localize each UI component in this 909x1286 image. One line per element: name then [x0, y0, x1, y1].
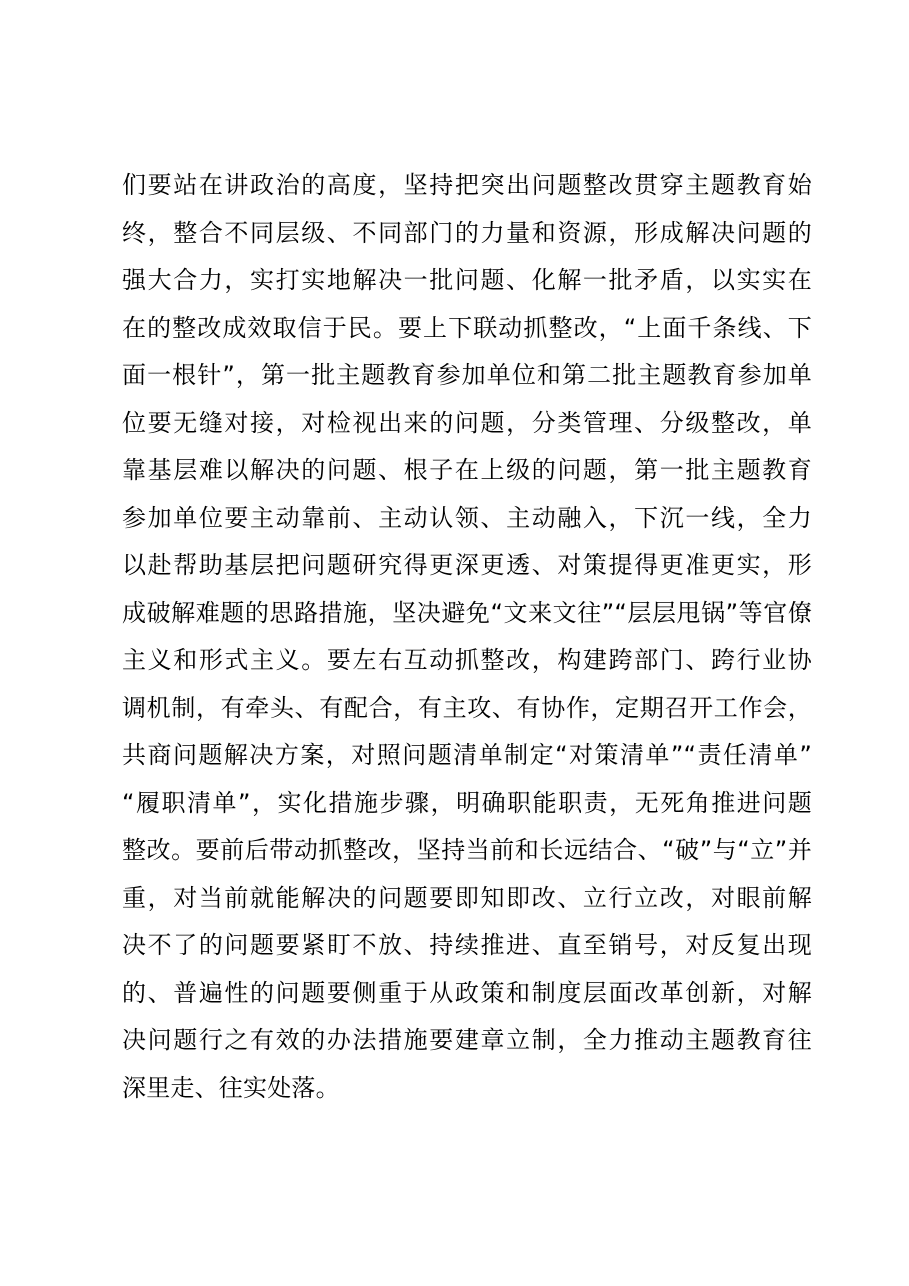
- text-line: 主义和形式主义。要左右互动抓整改，构建跨部门、跨行业协: [122, 646, 812, 674]
- text-line: 整改。要前后带动抓整改，坚持当前和长远结合、“破”与“立”并: [122, 836, 812, 864]
- text-line: 强大合力，实打实地解决一批问题、化解一批矛盾，以实实在: [122, 266, 812, 294]
- text-line: 以赴帮助基层把问题研究得更深更透、对策提得更准更实，形: [122, 551, 812, 579]
- body-paragraph: [122, 162, 812, 1112]
- text-line: 深里走、往实处落。: [122, 1073, 340, 1102]
- text-line: “履职清单”，实化措施步骤，明确职能职责，无死角推进问题: [122, 788, 812, 817]
- text-line: 位要无缝对接，对检视出来的问题，分类管理、分级整改，单: [122, 408, 812, 437]
- text-line: 共商问题解决方案，对照问题清单制定“对策清单”“责任清单”: [122, 741, 812, 769]
- text-line: 参加单位要主动靠前、主动认领、主动融入，下沉一线，全力: [122, 503, 812, 532]
- text-line: 重，对当前就能解决的问题要即知即改、立行立改，对眼前解: [122, 883, 812, 912]
- text-line: 们要站在讲政治的高度，坚持把突出问题整改贯穿主题教育始: [122, 171, 812, 199]
- text-line: 调机制，有牵头、有配合，有主攻、有协作，定期召开工作会，: [122, 693, 812, 722]
- text-line: 面一根针”，第一批主题教育参加单位和第二批主题教育参加单: [122, 361, 812, 389]
- text-line: 的、普遍性的问题要侧重于从政策和制度层面改革创新，对解: [122, 978, 812, 1007]
- text-line: 决不了的问题要紧盯不放、持续推进、直至销号，对反复出现: [122, 931, 812, 959]
- text-line: 成破解难题的思路措施，坚决避免“文来文往”“层层甩锅”等官僚: [122, 598, 812, 627]
- text-line: 靠基层难以解决的问题、根子在上级的问题，第一批主题教育: [122, 456, 812, 484]
- text-line: 决问题行之有效的办法措施要建章立制，全力推动主题教育往: [122, 1026, 812, 1054]
- text-line: 终，整合不同层级、不同部门的力量和资源，形成解决问题的: [122, 218, 812, 247]
- text-line: 在的整改成效取信于民。要上下联动抓整改，“上面千条线、下: [122, 313, 812, 342]
